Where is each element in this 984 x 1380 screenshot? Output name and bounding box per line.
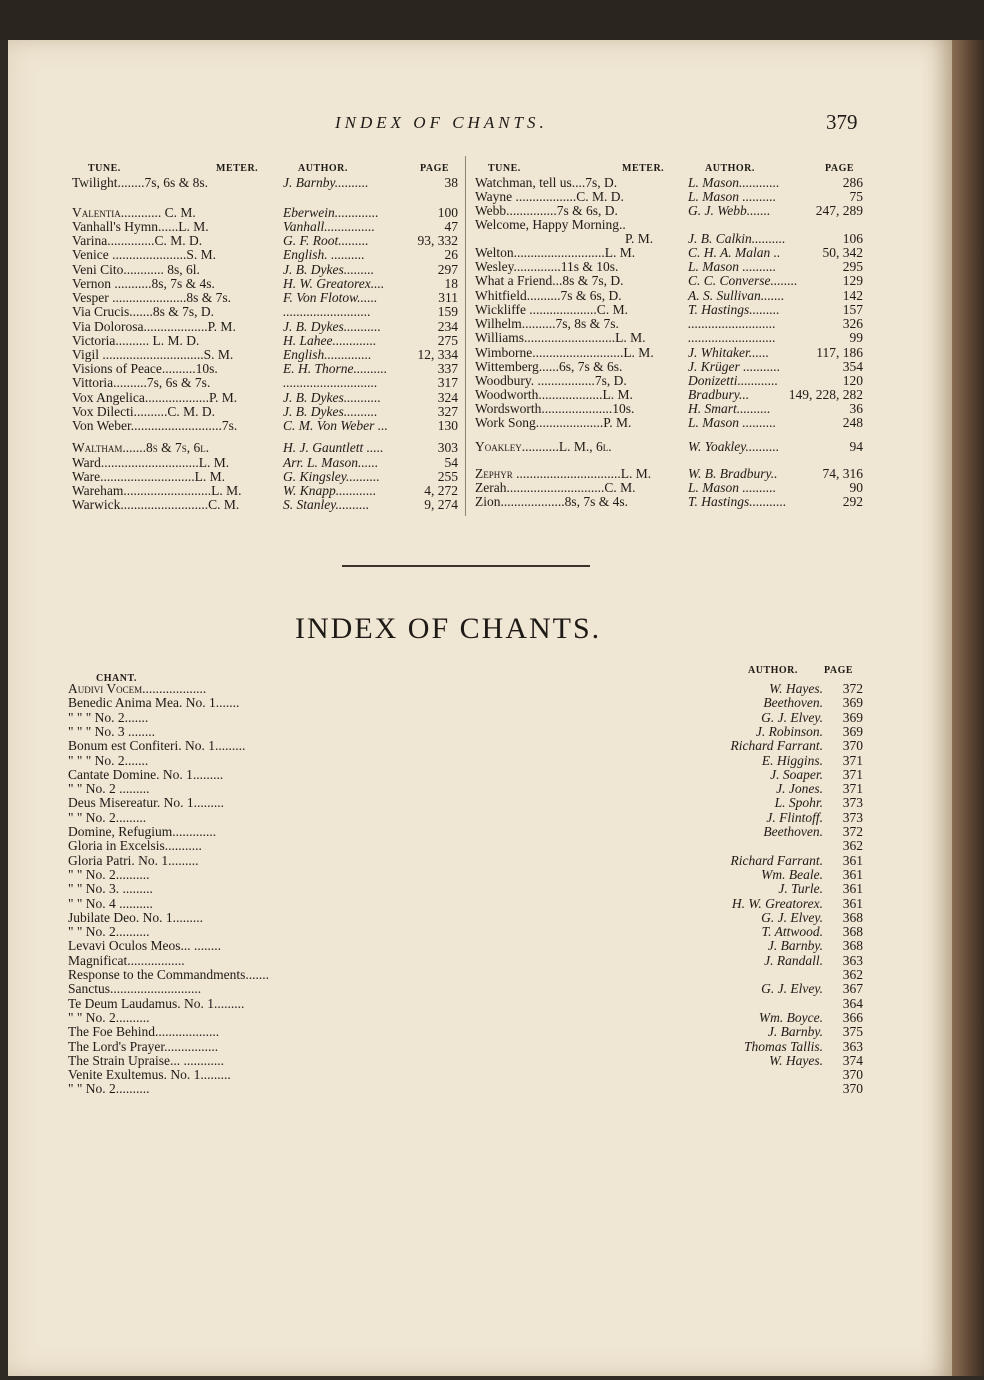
left-author: English.............. (283, 347, 372, 362)
chant-title: " " " No. 2....... (68, 752, 149, 768)
right-author: J. Krüger ........... (688, 359, 781, 374)
left-page: 26 (444, 247, 458, 262)
chant-author: G. J. Elvey. (761, 909, 823, 925)
chant-page: 373 (842, 795, 863, 811)
chant-title: Jubilate Deo. No. 1......... (68, 909, 203, 925)
chant-row (68, 868, 863, 882)
left-author: J. Barnby.......... (283, 175, 369, 190)
chant-page: 369 (842, 695, 863, 711)
right-page: 149, 228, 282 (788, 387, 863, 402)
left-page: 275 (437, 333, 458, 348)
chant-title: " " No. 2.......... (68, 1081, 150, 1097)
right-tune: Wimborne...........................L. M. (475, 345, 654, 360)
chant-row (68, 1082, 863, 1096)
left-author: Vanhall............... (283, 219, 375, 234)
right-header-page: PAGE (825, 163, 855, 174)
chant-page: 363 (842, 952, 863, 968)
chant-author: J. Flintoff. (766, 809, 823, 825)
right-tune: What a Friend...8s & 7s, D. (475, 273, 624, 288)
left-author: J. B. Dykes.......... (283, 404, 378, 419)
right-page: 36 (849, 401, 863, 416)
chant-page: 368 (842, 924, 863, 940)
left-page: 317 (437, 375, 458, 390)
left-author: J. B. Dykes......... (283, 262, 375, 277)
chant-page: 361 (842, 881, 863, 897)
chant-title: Gloria in Excelsis........... (68, 838, 202, 854)
right-author: G. J. Webb....... (688, 203, 771, 218)
right-page: 248 (842, 415, 863, 430)
left-tune: Vox Angelica...................P. M. (72, 390, 238, 405)
left-tune: Victoria.......... L. M. D. (72, 333, 200, 348)
left-author: J. B. Dykes........... (283, 319, 381, 334)
right-author: L. Mason .......... (688, 259, 777, 274)
chant-author: T. Attwood. (761, 924, 823, 940)
chant-author: Wm. Beale. (761, 866, 823, 882)
right-tune: Yoakley...........L. M., 6l. (475, 439, 612, 454)
left-author: W. Knapp............ (283, 483, 377, 498)
chant-row (68, 696, 863, 710)
chant-page: 373 (842, 809, 863, 825)
chant-row (68, 925, 863, 939)
left-tune: Wareham..........................L. M. (72, 483, 242, 498)
right-page: 295 (842, 259, 863, 274)
chant-page: 361 (842, 852, 863, 868)
right-tune: Williams...........................L. M. (475, 330, 646, 345)
right-tune: Wittemberg......6s, 7s & 6s. (475, 359, 623, 374)
right-author: W. B. Bradbury.. (688, 466, 778, 481)
right-author: L. Mason .......... (688, 480, 777, 495)
right-author: H. Smart.......... (688, 401, 771, 416)
chant-title: Response to the Commandments....... (68, 967, 269, 982)
right-author: Bradbury... (688, 387, 750, 402)
chants-title: INDEX OF CHANTS. (295, 612, 602, 645)
chant-title: Domine, Refugium............. (68, 824, 217, 839)
left-tune: Visions of Peace..........10s. (72, 361, 218, 376)
left-author: H. J. Gauntlett ..... (283, 440, 384, 455)
chant-page: 374 (842, 1052, 863, 1068)
chant-row (68, 968, 863, 982)
right-page: 247, 289 (815, 203, 863, 218)
book-edge (952, 40, 984, 1376)
left-author: C. M. Von Weber ... (283, 418, 388, 433)
right-page: 157 (842, 302, 863, 317)
chant-title: Audivi Vocem................... (68, 681, 207, 696)
chant-row (68, 754, 863, 768)
chant-row (68, 782, 863, 796)
chant-row (68, 1011, 863, 1025)
left-tune: Vittoria..........7s, 6s & 7s. (72, 375, 211, 390)
chant-author: Richard Farrant. (730, 852, 823, 868)
chant-title: Te Deum Laudamus. No. 1......... (68, 995, 245, 1011)
chant-row (68, 954, 863, 968)
chant-title: " " No. 3. ......... (68, 881, 153, 897)
right-page: 354 (842, 359, 863, 374)
right-author: A. S. Sullivan....... (688, 288, 785, 303)
right-page: 75 (849, 189, 863, 204)
left-page: 100 (437, 205, 458, 220)
chant-row (68, 796, 863, 810)
left-page: 9, 274 (424, 497, 458, 512)
chant-author: E. Higgins. (761, 752, 823, 768)
left-tune: Via Dolorosa...................P. M. (72, 319, 236, 334)
chant-row (68, 1025, 863, 1039)
chant-author: J. Barnby. (767, 938, 823, 954)
chant-title: Deus Misereatur. No. 1......... (68, 795, 224, 811)
chant-row (68, 1054, 863, 1068)
right-author: L. Mason .......... (688, 189, 777, 204)
left-author: English. .......... (283, 247, 365, 262)
chant-row (68, 725, 863, 739)
left-header-meter: METER. (216, 163, 259, 174)
right-tune: Zephyr ...............................L. M. (475, 466, 652, 481)
chant-title: Bonum est Confiteri. No. 1......... (68, 738, 246, 754)
chant-title: " " No. 4 .......... (68, 895, 153, 911)
chants-header-author: AUTHOR. (748, 665, 798, 676)
left-tune: Veni Cito............ 8s, 6l. (72, 262, 200, 277)
chant-page: 362 (842, 838, 863, 854)
left-author: H. Lahee............. (283, 333, 377, 348)
chant-author: W. Hayes. (769, 681, 823, 696)
right-tune: Webb...............7s & 6s, D. (475, 203, 618, 218)
left-author: S. Stanley.......... (283, 497, 370, 512)
chant-row (68, 768, 863, 782)
right-header-meter: METER. (622, 163, 665, 174)
left-page: 327 (437, 404, 458, 419)
right-author: .......................... (688, 330, 776, 345)
chants-header-chant: CHANT. (96, 673, 137, 684)
right-author: C. C. Converse........ (688, 273, 798, 288)
chant-title: Magnificat................. (68, 952, 185, 968)
left-tune: Warwick..........................C. M. (72, 497, 240, 512)
right-header-tune: TUNE. (488, 163, 521, 174)
chant-row (68, 811, 863, 825)
chant-title: The Strain Upraise... ............ (68, 1052, 224, 1068)
left-header-author: AUTHOR. (298, 163, 348, 174)
left-tune: Twilight........7s, 6s & 8s. (72, 175, 208, 190)
left-page: 93, 332 (417, 233, 458, 248)
right-author: L. Mason .......... (688, 415, 777, 430)
chant-page: 368 (842, 909, 863, 925)
chant-author: Thomas Tallis. (743, 1038, 823, 1054)
right-page: 99 (849, 330, 863, 345)
chant-page: 375 (842, 1024, 863, 1040)
chant-title: " " No. 2.......... (68, 866, 150, 882)
left-tune: Von Weber...........................7s. (72, 418, 238, 433)
left-tune: Vigil ..............................S. M. (72, 347, 234, 362)
right-tune: Work Song....................P. M. (475, 415, 632, 430)
chant-title: " " No. 2.......... (68, 924, 150, 940)
chant-title: " " No. 2.......... (68, 1009, 150, 1025)
right-tune: Zerah.............................C. M. (475, 480, 636, 495)
chant-author: J. Soaper. (770, 766, 823, 782)
left-tune: Venice ......................S. M. (72, 247, 216, 262)
chant-row (68, 1040, 863, 1054)
chant-title: " " No. 2......... (68, 809, 147, 825)
left-author: E. H. Thorne.......... (283, 361, 388, 376)
scan-top-border (0, 0, 984, 40)
chant-title: " " No. 2 ......... (68, 781, 150, 797)
chant-author: Beethoven. (763, 824, 823, 839)
chant-row (68, 939, 863, 953)
chant-row (68, 911, 863, 925)
left-page: 18 (444, 276, 458, 291)
column-divider (465, 156, 466, 516)
right-author: C. H. A. Malan .. (688, 245, 781, 260)
chant-author: Richard Farrant. (730, 738, 823, 754)
right-author: Donizetti............ (688, 373, 778, 388)
left-author: H. W. Greatorex.... (283, 276, 385, 291)
left-author: ............................ (283, 375, 378, 390)
chant-page: 370 (842, 738, 863, 754)
left-page: 255 (437, 469, 458, 484)
left-author: J. B. Dykes........... (283, 390, 381, 405)
left-author: Eberwein............. (283, 205, 379, 220)
right-tune: P. M. (625, 231, 654, 246)
chant-page: 369 (842, 709, 863, 725)
right-tune: Whitfield..........7s & 6s, D. (475, 288, 622, 303)
chant-title: Levavi Oculos Meos... ........ (68, 938, 221, 954)
chant-title: Gloria Patri. No. 1......... (68, 852, 199, 868)
left-tune: Via Crucis.......8s & 7s, D. (72, 304, 215, 319)
left-tune: Valentia............ C. M. (72, 205, 196, 220)
right-page: 106 (842, 231, 863, 246)
right-tune: Wayne ..................C. M. D. (475, 189, 624, 204)
chant-author: G. J. Elvey. (761, 709, 823, 725)
running-head: INDEX OF CHANTS. (335, 113, 548, 132)
left-tune: Vox Dilecti..........C. M. D. (72, 404, 216, 419)
right-tune: Watchman, tell us....7s, D. (475, 175, 618, 190)
left-page: 337 (437, 361, 458, 376)
chant-page: 371 (842, 766, 863, 782)
chant-page: 371 (842, 752, 863, 768)
chant-row (68, 739, 863, 753)
chant-page: 361 (842, 866, 863, 882)
chant-author: Wm. Boyce. (758, 1009, 823, 1025)
chant-author: J. Jones. (776, 781, 823, 797)
left-page: 303 (437, 440, 458, 455)
right-page: 129 (842, 273, 863, 288)
left-tune: Vesper ......................8s & 7s. (72, 290, 231, 305)
chant-row (68, 982, 863, 996)
chant-author: J. Robinson. (755, 723, 823, 739)
right-page: 117, 186 (816, 345, 863, 360)
chant-row (68, 711, 863, 725)
right-tune: Welcome, Happy Morning.. (475, 217, 626, 232)
right-tune: Welton...........................L. M. (475, 245, 636, 260)
chant-title: Cantate Domine. No. 1......... (68, 766, 224, 782)
right-tune: Zion...................8s, 7s & 4s. (475, 494, 629, 509)
chant-title: The Lord's Prayer................ (68, 1038, 219, 1054)
chant-page: 370 (842, 1067, 863, 1083)
right-author: .......................... (688, 316, 776, 331)
chant-row (68, 825, 863, 839)
chant-page: 372 (842, 681, 863, 696)
left-page: 311 (438, 290, 458, 305)
chant-row (68, 682, 863, 696)
chant-title: The Foe Behind................... (68, 1024, 220, 1040)
chant-title: Benedic Anima Mea. No. 1....... (68, 695, 240, 711)
left-tune: Vernon ...........8s, 7s & 4s. (72, 276, 215, 291)
left-tune: Vanhall's Hymn......L. M. (72, 219, 209, 234)
chant-row (68, 854, 863, 868)
right-tune: Woodworth...................L. M. (475, 387, 633, 402)
right-page: 286 (842, 175, 863, 190)
left-page: 297 (437, 262, 458, 277)
chant-page: 369 (842, 723, 863, 739)
right-author: J. B. Calkin.......... (688, 231, 786, 246)
chant-title: " " " No. 2....... (68, 709, 149, 725)
left-header-tune: TUNE. (88, 163, 121, 174)
left-author: Arr. L. Mason...... (283, 455, 379, 470)
chant-page: 372 (842, 824, 863, 839)
chant-page: 371 (842, 781, 863, 797)
right-page: 120 (842, 373, 863, 388)
section-rule (342, 565, 590, 567)
chant-author: Beethoven. (763, 695, 823, 711)
chant-author: H. W. Greatorex. (731, 895, 823, 911)
left-page: 234 (437, 319, 458, 334)
chant-row (68, 839, 863, 853)
chant-title: " " " No. 3 ........ (68, 723, 156, 739)
chant-title: Venite Exultemus. No. 1......... (68, 1067, 231, 1083)
page-number: 379 (826, 110, 858, 134)
left-tune: Ward.............................L. M. (72, 455, 230, 470)
chant-page: 362 (842, 967, 863, 982)
left-page: 38 (444, 175, 458, 190)
chant-author: J. Randall. (764, 952, 823, 968)
left-tune: Ware............................L. M. (72, 469, 226, 484)
right-author: T. Hastings........... (688, 494, 787, 509)
left-author: G. F. Root......... (283, 233, 369, 248)
chant-page: 370 (842, 1081, 863, 1097)
left-page: 4, 272 (424, 483, 458, 498)
right-tune: Wesley..............11s & 10s. (475, 259, 619, 274)
chant-row (68, 997, 863, 1011)
right-tune: Wordsworth.....................10s. (475, 401, 635, 416)
chant-row (68, 1068, 863, 1082)
left-page: 130 (437, 418, 458, 433)
right-author: J. Whitaker...... (688, 345, 769, 360)
right-author: L. Mason............ (688, 175, 780, 190)
right-header-author: AUTHOR. (705, 163, 755, 174)
chant-page: 366 (842, 1009, 863, 1025)
right-author: T. Hastings......... (688, 302, 780, 317)
left-page: 324 (437, 390, 458, 405)
left-page: 47 (444, 219, 458, 234)
chant-author: G. J. Elvey. (761, 981, 823, 997)
chant-page: 363 (842, 1038, 863, 1054)
right-author: W. Yoakley.......... (688, 439, 780, 454)
left-author: G. Kingsley.......... (283, 469, 380, 484)
right-page: 142 (842, 288, 863, 303)
right-tune: Wilhelm..........7s, 8s & 7s. (475, 316, 619, 331)
chant-page: 364 (842, 995, 863, 1011)
right-page: 50, 342 (822, 245, 863, 260)
left-tune: Varina..............C. M. D. (72, 233, 203, 248)
chant-page: 361 (842, 895, 863, 911)
right-page: 94 (849, 439, 863, 454)
chant-row (68, 897, 863, 911)
chant-author: L. Spohr. (774, 795, 823, 811)
chant-author: J. Barnby. (767, 1024, 823, 1040)
right-page: 292 (842, 494, 863, 509)
right-tune: Woodbury. .................7s, D. (475, 373, 627, 388)
left-page: 12, 334 (417, 347, 458, 362)
right-tune: Wickliffe ....................C. M. (475, 302, 628, 317)
right-page: 74, 316 (822, 466, 863, 481)
left-tune: Waltham.......8s & 7s, 6l. (72, 440, 210, 455)
left-page: 159 (437, 304, 458, 319)
chant-title: Sanctus........................... (68, 981, 202, 997)
chants-header-page: PAGE (824, 665, 854, 676)
chant-author: J. Turle. (778, 881, 823, 897)
left-header-page: PAGE (420, 163, 450, 174)
chant-page: 367 (842, 981, 863, 997)
chant-author: W. Hayes. (769, 1052, 823, 1068)
left-page: 54 (444, 455, 458, 470)
left-author: .......................... (283, 304, 371, 319)
chant-row (68, 882, 863, 896)
left-author: F. Von Flotow...... (283, 290, 378, 305)
right-page: 90 (849, 480, 863, 495)
right-page: 326 (842, 316, 863, 331)
chant-page: 368 (842, 938, 863, 954)
